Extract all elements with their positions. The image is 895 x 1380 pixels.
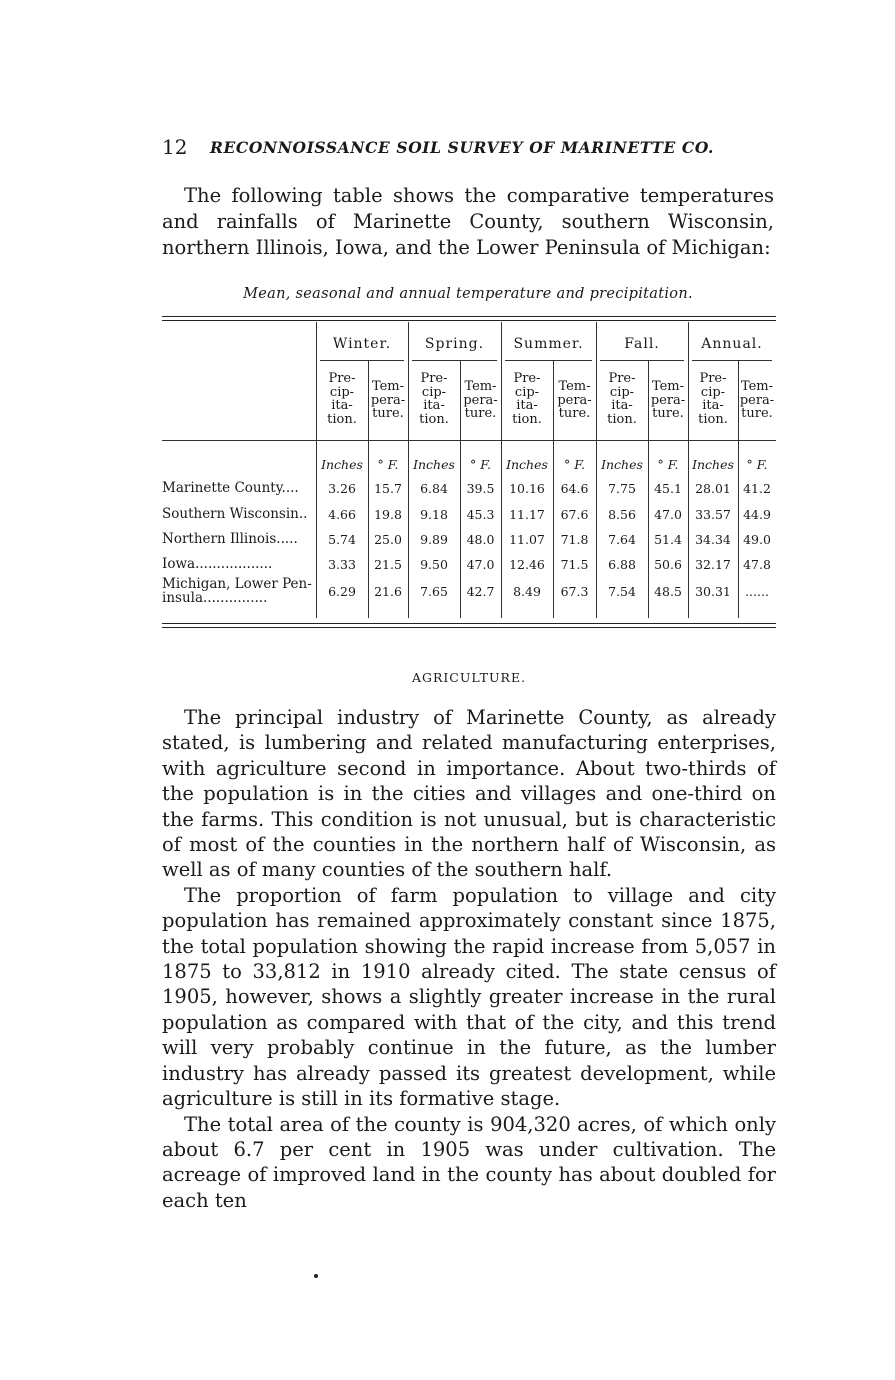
unit-degrees: ° F.: [657, 457, 679, 472]
table-cell: 42.7: [466, 584, 495, 599]
table-cell: 25.0: [374, 532, 402, 547]
table-cell: 71.5: [560, 557, 589, 572]
table-cell: 6.84: [420, 481, 448, 496]
table-cell: 48.5: [654, 584, 682, 599]
table-cell: 7.65: [420, 584, 448, 599]
table-cell: 8.49: [513, 584, 541, 599]
section-heading: AGRICULTURE.: [411, 670, 527, 685]
unit-degrees: ° F.: [377, 457, 399, 472]
precipitation-subheader: Pre- cip- ita- tion.: [698, 371, 728, 427]
table-cell: 34.34: [695, 532, 731, 547]
table-cell: 3.26: [328, 481, 356, 496]
table-cell: 39.5: [466, 481, 495, 496]
unit-inches: Inches: [601, 457, 643, 472]
group-underline: [692, 360, 772, 361]
table-cell: 11.07: [509, 532, 545, 547]
page-number: 12: [162, 135, 188, 159]
table-cell: 6.88: [608, 557, 636, 572]
column-group-header: Winter.: [332, 336, 392, 352]
unit-inches: Inches: [692, 457, 734, 472]
table-top-rule-2: [162, 320, 776, 321]
table-cell: 32.17: [695, 557, 731, 572]
precipitation-subheader: Pre- cip- ita- tion.: [327, 371, 357, 427]
precipitation-subheader: Pre- cip- ita- tion.: [419, 371, 449, 427]
paragraph: The principal industry of Marinette County, as already stated, is lumbering and related manufacturing enterprises, with agriculture second in importance. About two-thirds of the population is in the cities and villages and one-third on the farms. This condition is not unusual, but is characteristic of most of the counties in the northern half of Wisconsin, as well as of many counties of the southern half.: [162, 706, 776, 882]
table-cell: 8.56: [608, 507, 636, 522]
table-cell: 51.4: [654, 532, 682, 547]
group-underline: [505, 360, 592, 361]
group-underline: [600, 360, 684, 361]
table-cell: 45.3: [466, 507, 495, 522]
paragraph: The total area of the county is 904,320 acres, of which only about 6.7 per cent in 1905 was under cultivation. The acreage of improved land in the county has about doubled for each ten: [162, 1112, 776, 1212]
unit-inches: Inches: [506, 457, 548, 472]
table-cell: 33.57: [695, 507, 731, 522]
table-cell: 67.6: [560, 507, 589, 522]
temperature-subheader: Tem- pera- ture.: [463, 379, 498, 421]
table-cell: 47.0: [654, 507, 682, 522]
table-cell: 47.8: [743, 557, 771, 572]
row-label: Marinette County....: [162, 480, 299, 496]
table-cell: 49.0: [743, 532, 771, 547]
table-cell: 4.66: [328, 507, 356, 522]
speck: [314, 1274, 318, 1278]
unit-degrees: ° F.: [564, 457, 585, 472]
table-cell: 6.29: [328, 584, 356, 599]
group-underline: [320, 360, 404, 361]
temperature-subheader: Tem- pera- ture.: [557, 379, 592, 421]
table-cell: 41.2: [743, 481, 771, 496]
table-cell: 21.6: [374, 584, 402, 599]
temperature-subheader: Tem- pera- ture.: [650, 379, 686, 421]
paragraph: The proportion of farm population to village and city population has remained approximately constant since 1875, the total population showing the rapid increase from 5,057 in 1875 to 33,812 in 1910 already cited. The state census of 1905, however, shows a slightly greater increase in the rural population as compared with that of the city, and this trend will very probably continue in the future, as the lumber industry has already passed its greatest development, while agriculture is still in its formative stage.: [162, 883, 776, 1111]
table-cell: ......: [745, 584, 769, 599]
table-cell: 3.33: [328, 557, 356, 572]
table-cell: 9.50: [420, 557, 448, 572]
table-bottom-rule-2: [162, 627, 776, 628]
table-top-rule: [162, 316, 776, 317]
running-header: [162, 134, 774, 160]
table-cell: 7.64: [608, 532, 636, 547]
column-group-header: Summer.: [513, 336, 584, 352]
intro-paragraph: The following table shows the comparative temperatures and rainfalls of Marinette County, southern Wisconsin, northern Illinois, Iowa, and the Lower Peninsula of Michigan:: [162, 184, 774, 259]
group-underline: [412, 360, 497, 361]
climate-table: [162, 322, 776, 620]
table-cell: 48.0: [466, 532, 495, 547]
table-cell: 47.0: [466, 557, 495, 572]
table-cell: 9.89: [420, 532, 448, 547]
table-cell: 11.17: [509, 507, 545, 522]
table-cell: 30.31: [695, 584, 731, 599]
table-cell: 10.16: [509, 481, 545, 496]
table-cell: 7.75: [608, 481, 636, 496]
unit-inches: Inches: [321, 457, 363, 472]
table-cell: 50.6: [654, 557, 682, 572]
column-group-header: Fall.: [624, 336, 660, 352]
table-cell: 21.5: [374, 557, 402, 572]
table-cell: 5.74: [328, 532, 356, 547]
unit-degrees: ° F.: [746, 457, 768, 472]
row-label: Southern Wisconsin..: [162, 506, 308, 522]
unit-inches: Inches: [413, 457, 455, 472]
unit-degrees: ° F.: [470, 457, 491, 472]
table-cell: 67.3: [560, 584, 589, 599]
table-cell: 71.8: [560, 532, 589, 547]
table-cell: 44.9: [743, 507, 771, 522]
table-cell: 19.8: [374, 507, 402, 522]
body-text: [162, 705, 776, 1213]
table-cell: 12.46: [509, 557, 545, 572]
table-cell: 7.54: [608, 584, 636, 599]
row-label: Northern Illinois.....: [162, 531, 298, 547]
row-label: Michigan, Lower Pen- insula...............: [162, 576, 312, 606]
temperature-subheader: Tem- pera- ture.: [739, 379, 775, 421]
running-title: RECONNOISSANCE SOIL SURVEY OF MARINETTE CO.: [210, 138, 715, 157]
table-cell: 9.18: [420, 507, 448, 522]
table-cell: 15.7: [374, 481, 402, 496]
temperature-subheader: Tem- pera- ture.: [370, 379, 406, 421]
table-cell: 45.1: [654, 481, 682, 496]
table-cell: 64.6: [560, 481, 589, 496]
precipitation-subheader: Pre- cip- ita- tion.: [607, 371, 637, 427]
header-underline: [162, 440, 776, 441]
precipitation-subheader: Pre- cip- ita- tion.: [512, 371, 542, 427]
table-bottom-rule: [162, 623, 776, 624]
row-label: Iowa..................: [162, 556, 273, 572]
table-cell: 28.01: [695, 481, 731, 496]
column-group-header: Annual.: [701, 336, 763, 352]
column-group-header: Spring.: [424, 336, 485, 352]
table-caption: Mean, seasonal and annual temperature and precipitation.: [243, 286, 693, 302]
